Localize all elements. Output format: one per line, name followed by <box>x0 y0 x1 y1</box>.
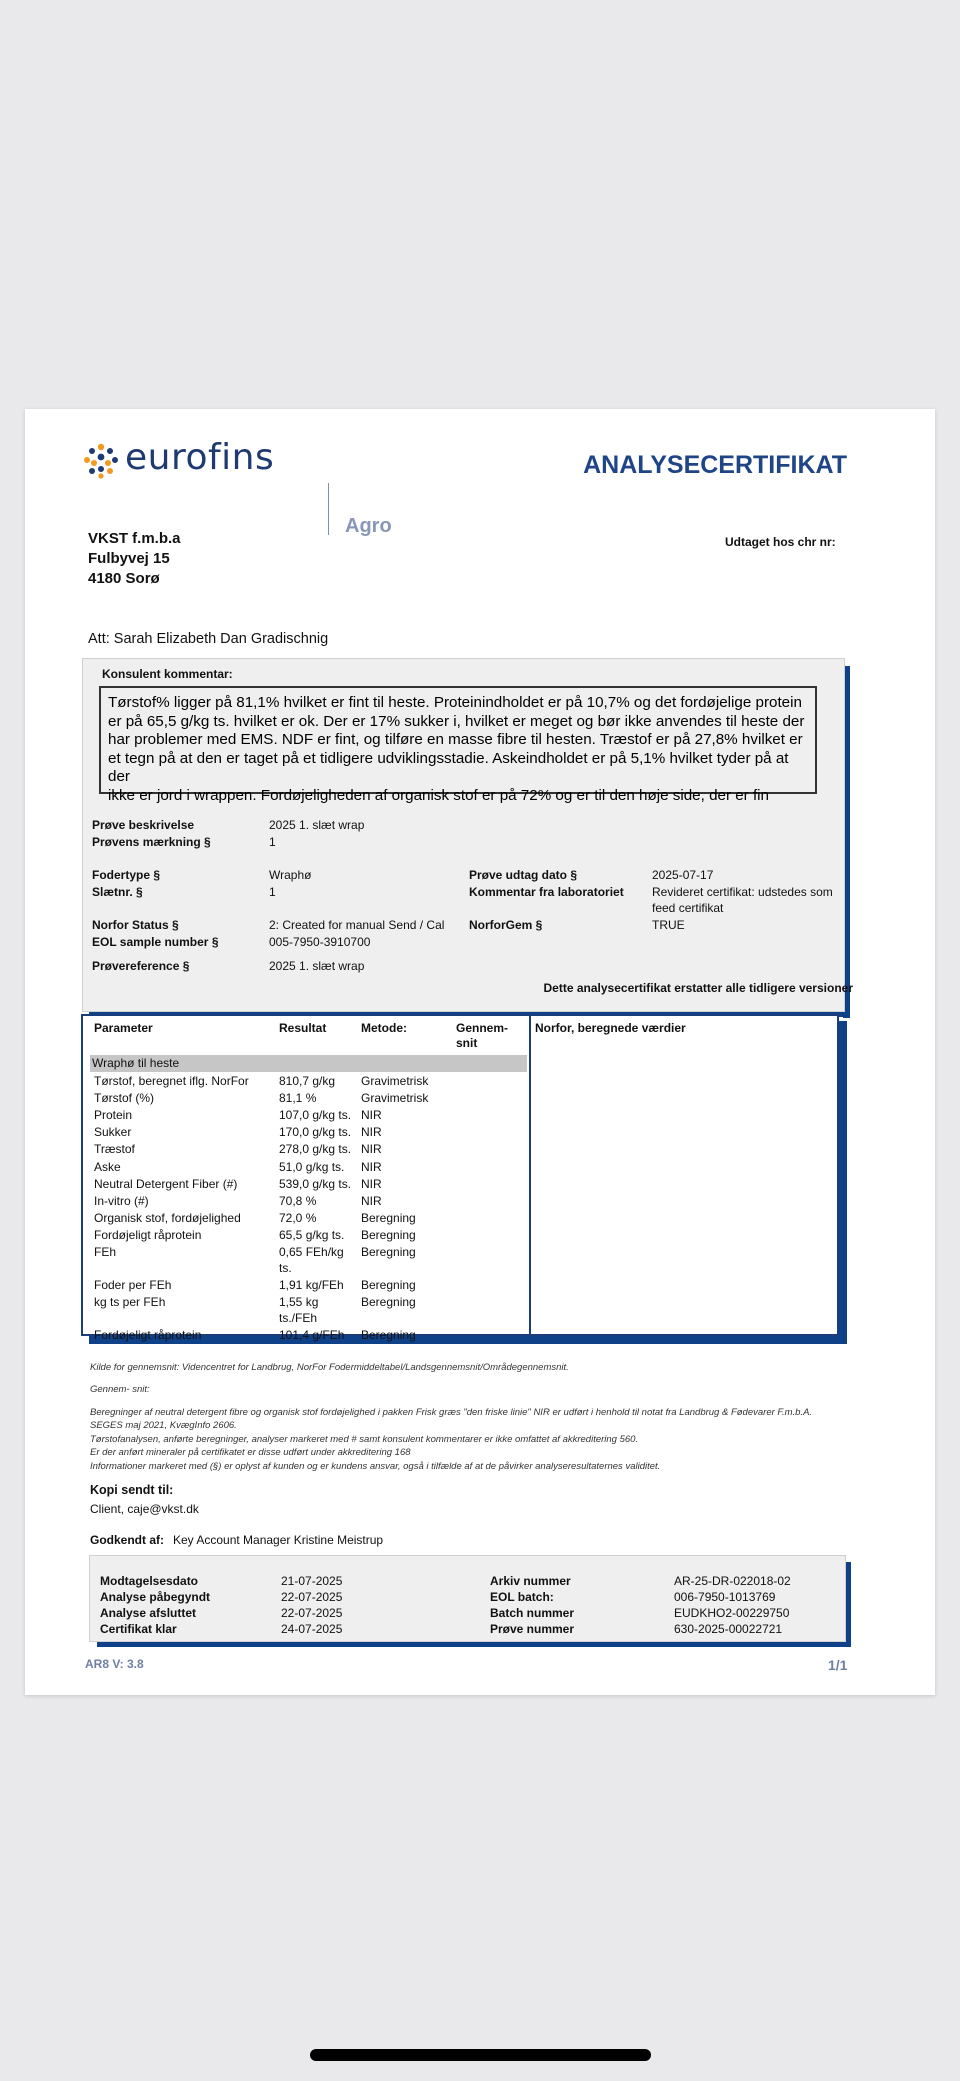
row-param: In-vitro (#) <box>94 1194 149 1208</box>
row-result: 0,65 FEh/kg <box>279 1245 344 1259</box>
row-result: 539,0 g/kg ts. <box>279 1177 352 1191</box>
version-label: AR8 V: 3.8 <box>85 1657 144 1671</box>
comment-line: er på 65,5 g/kg ts. hvilket er ok. Der er 17% sukker i, hvilket er meget og bør ikke anvendes til heste der <box>108 712 805 730</box>
col-header-metode: Metode: <box>361 1021 407 1035</box>
footnote-beregninger-1: Beregninger af neutral detergent fibre og organisk stof fordøjelighed i pakken Frisk græs "den friske linie" NIR er udført i henhold til notat fra Landbrug & Fødevarer F.m.b.A. <box>90 1407 813 1418</box>
comment-line: ikke er jord i wrappen. Fordøjeligheden af organisk stof er på 72% og er til den høje side, der er fin <box>108 786 770 804</box>
brand-word: eurofins <box>125 437 275 478</box>
customer-address <box>88 529 181 589</box>
table-shadow-right <box>839 1021 847 1343</box>
col-header-gennemsnit-2: snit <box>456 1036 478 1050</box>
row-result: 65,5 g/kg ts. <box>279 1228 345 1242</box>
ref-value: EUDKHO2-00229750 <box>674 1606 790 1620</box>
udtag-dato-value: 2025-07-17 <box>652 868 714 882</box>
date-value: 24-07-2025 <box>281 1622 343 1636</box>
godkendt-label: Godkendt af: <box>90 1533 164 1547</box>
consultant-comment <box>99 686 817 804</box>
row-result: 51,0 g/kg ts. <box>279 1160 345 1174</box>
row-method: Beregning <box>361 1211 416 1225</box>
row-result: 72,0 % <box>279 1211 317 1225</box>
fodertype-label: Fodertype § <box>92 868 161 882</box>
row-method: NIR <box>361 1108 382 1122</box>
norfor-status-value: 2: Created for manual Send / Cal <box>269 918 445 932</box>
ref-value: 006-7950-1013769 <box>674 1590 776 1604</box>
row-result: 1,91 kg/FEh <box>279 1278 344 1292</box>
row-method: Gravimetrisk <box>361 1091 429 1105</box>
row-result: 81,1 % <box>279 1091 317 1105</box>
date-value: 22-07-2025 <box>281 1590 343 1604</box>
comment-line: et tegn på at den er taget på et tidligere udviklingsstadie. Askeindholdet er på 5,1% hvilket tyder på at der <box>108 749 789 785</box>
row-method: Beregning <box>361 1328 416 1342</box>
ref-value: AR-25-DR-022018-02 <box>674 1574 791 1588</box>
eol-sample-label: EOL sample number § <box>92 935 219 949</box>
replaces-note: Dette analysecertifikat erstatter alle tidligere versioner <box>543 981 853 995</box>
row-param: kg ts per FEh <box>94 1295 166 1309</box>
row-result: 810,7 g/kg <box>279 1074 336 1088</box>
fodertype-value: Wraphø <box>269 868 312 882</box>
lab-comment-line1: Revideret certifikat: udstedes som <box>652 885 833 899</box>
row-param: Organisk stof, fordøjelighed <box>94 1211 241 1225</box>
eol-sample-value: 005-7950-3910700 <box>269 935 371 949</box>
row-param: Tørstof, beregnet iflg. NorFor <box>94 1074 249 1088</box>
ref-label: EOL batch: <box>490 1590 554 1604</box>
date-label: Modtagelsesdato <box>100 1574 199 1588</box>
table-group-row: Wraphø til heste <box>90 1055 527 1072</box>
row-result: 70,8 % <box>279 1194 317 1208</box>
logo-separator <box>328 483 329 535</box>
home-indicator[interactable] <box>310 2049 651 2061</box>
lab-comment-line2: feed certifikat <box>652 901 724 915</box>
provereference-value: 2025 1. slæt wrap <box>269 959 365 973</box>
row-method: NIR <box>361 1142 382 1156</box>
row-method: Beregning <box>361 1295 416 1309</box>
table-divider <box>529 1014 531 1336</box>
row-result-cont: ts./FEh <box>279 1311 318 1325</box>
footnote-beregninger-2: SEGES maj 2021, KvægInfo 2606. <box>90 1420 237 1431</box>
col-header-gennemsnit <box>456 1021 508 1051</box>
row-method: Beregning <box>361 1278 416 1292</box>
lab-comment-label: Kommentar fra laboratoriet <box>469 885 624 899</box>
ref-label: Prøve nummer <box>490 1622 575 1636</box>
norforgem-label: NorforGem § <box>469 918 543 932</box>
norforgem-value: TRUE <box>652 918 685 932</box>
row-result-cont: ts. <box>279 1261 292 1275</box>
date-value: 22-07-2025 <box>281 1606 343 1620</box>
ref-label: Arkiv nummer <box>490 1574 571 1588</box>
provereference-label: Prøvereference § <box>92 959 190 973</box>
date-value: 21-07-2025 <box>281 1574 343 1588</box>
comment-line: har problemer med EMS. NDF er fint, og tilføre en masse fibre til hesten. Træstof er på 27,8% hvilket er <box>108 731 803 748</box>
row-method: Beregning <box>361 1245 416 1259</box>
col-header-resultat: Resultat <box>279 1021 327 1035</box>
slaetnr-value: 1 <box>269 885 276 899</box>
row-method: NIR <box>361 1177 382 1191</box>
row-method: NIR <box>361 1125 382 1139</box>
sample-description-value: 2025 1. slæt wrap <box>269 818 365 832</box>
kopi-value: Client, caje@vkst.dk <box>90 1502 199 1516</box>
eurofins-dots-icon <box>83 443 119 479</box>
sample-marking-label: Prøvens mærkning § <box>92 835 211 849</box>
row-param: Tørstof (%) <box>94 1091 154 1105</box>
page-number: 1/1 <box>828 1657 848 1673</box>
sample-description-label: Prøve beskrivelse <box>92 818 195 832</box>
footnote-torstof: Tørstofanalysen, anførte beregninger, analyser markeret med # samt konsulent kommentarer er ikke omfattet af akkreditering 560. <box>90 1434 639 1445</box>
address-line-3: 4180 Sorø <box>88 570 160 587</box>
row-param: Neutral Detergent Fiber (#) <box>94 1177 238 1191</box>
uttaget-label: Udtaget hos chr nr: <box>725 535 836 549</box>
footnote-mineral: Er der anført mineraler på certifikatet er disse udført under akkreditering 168 <box>90 1447 411 1458</box>
row-method: Beregning <box>361 1228 416 1242</box>
consultant-label: Konsulent kommentar: <box>102 667 233 681</box>
brand-sub: Agro <box>345 515 392 537</box>
table-shadow-bottom <box>89 1336 847 1344</box>
date-label: Analyse afsluttet <box>100 1606 197 1620</box>
document-title: ANALYSECERTIFIKAT <box>583 451 847 479</box>
row-method: NIR <box>361 1194 382 1208</box>
row-result: 107,0 g/kg ts. <box>279 1108 352 1122</box>
row-result: 278,0 g/kg ts. <box>279 1142 352 1156</box>
address-line-2: Fulbyvej 15 <box>88 550 170 567</box>
row-param: Foder per FEh <box>94 1278 172 1292</box>
sample-marking-value: 1 <box>269 835 276 849</box>
kopi-label: Kopi sendt til: <box>90 1483 174 1497</box>
row-param: Protein <box>94 1108 133 1122</box>
godkendt-value: Key Account Manager Kristine Meistrup <box>173 1533 384 1547</box>
row-param: FEh <box>94 1245 117 1259</box>
ref-value: 630-2025-00022721 <box>674 1622 783 1636</box>
norfor-status-label: Norfor Status § <box>92 918 179 932</box>
slaetnr-label: Slætnr. § <box>92 885 143 899</box>
row-param: Fordøjeligt råprotein <box>94 1328 202 1342</box>
comment-line: Tørstof% ligger på 81,1% hvilket er fint til heste. Proteinindholdet er på 10,7% og det fordøjelige protein <box>108 694 802 711</box>
col-header-parameter: Parameter <box>94 1021 153 1035</box>
row-method: NIR <box>361 1160 382 1174</box>
date-label: Analyse påbegyndt <box>100 1590 211 1604</box>
row-result: 1,55 kg <box>279 1295 319 1309</box>
row-method: Gravimetrisk <box>361 1074 429 1088</box>
udtag-dato-label: Prøve udtag dato § <box>469 868 578 882</box>
footnote-gennemsnit: Gennem- snit: <box>90 1384 150 1395</box>
row-param: Træstof <box>94 1142 135 1156</box>
certificate-page <box>25 409 935 1695</box>
address-line-1: VKST f.m.b.a <box>88 530 181 547</box>
col-header-gennemsnit-1: Gennem- <box>456 1021 509 1035</box>
footnote-kilde: Kilde for gennemsnit: Videncentret for Landbrug, NorFor Fodermiddeltabel/Landsgennemsnit/Områdegennemsnit. <box>90 1362 569 1373</box>
row-param: Sukker <box>94 1125 132 1139</box>
row-result: 170,0 g/kg ts. <box>279 1125 352 1139</box>
row-param: Aske <box>94 1160 121 1174</box>
footnote-info: Informationer markeret med (§) er oplyst af kunden og er kundens ansvar, også i tilfælde af at de påvirker analyseresultaternes validitet. <box>90 1461 661 1472</box>
row-result: 101,4 g/FEh <box>279 1328 345 1342</box>
date-label: Certifikat klar <box>100 1622 177 1636</box>
row-param: Fordøjeligt råprotein <box>94 1228 202 1242</box>
ref-label: Batch nummer <box>490 1606 575 1620</box>
attention-line: Att: Sarah Elizabeth Dan Gradischnig <box>88 631 329 647</box>
col-header-norfor: Norfor, beregnede værdier <box>535 1021 686 1035</box>
